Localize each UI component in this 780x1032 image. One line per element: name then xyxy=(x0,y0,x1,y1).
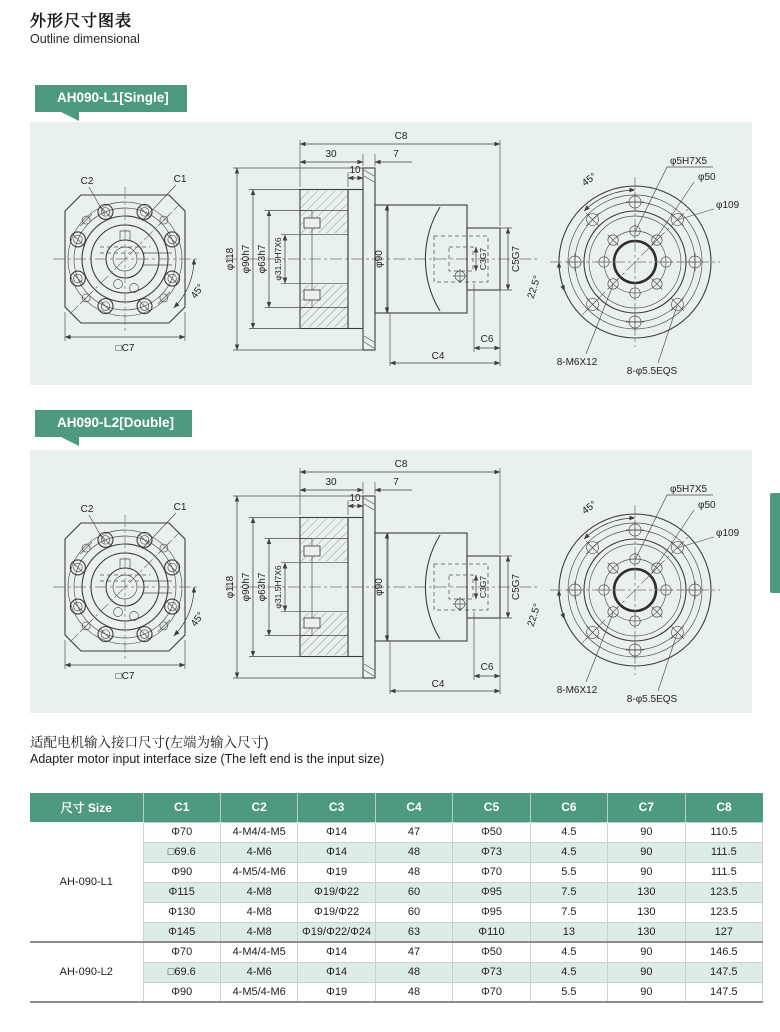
table-cell: Φ14 xyxy=(298,942,375,962)
table-cell: Φ73 xyxy=(453,842,530,862)
col-header-c3: C3 xyxy=(298,793,375,822)
table-cell: 4.5 xyxy=(530,942,607,962)
table-cell: Φ14 xyxy=(298,962,375,982)
table-cell: 90 xyxy=(608,862,685,882)
table-cell: Φ19/Φ22 xyxy=(298,902,375,922)
table-cell: 47 xyxy=(375,822,452,842)
table-cell: 90 xyxy=(608,842,685,862)
table-cell: 4.5 xyxy=(530,842,607,862)
page-title-zh: 外形尺寸图表 xyxy=(30,13,133,30)
table-cell: Φ70 xyxy=(453,982,530,1002)
drawing-panel-single xyxy=(30,122,752,385)
table-cell: 111.5 xyxy=(685,842,762,862)
table-cell: 7.5 xyxy=(530,902,607,922)
page-title-en: Outline dimensional xyxy=(30,32,140,46)
dimension-table-body xyxy=(30,822,763,1002)
table-cell: Φ19 xyxy=(298,862,375,882)
note-zh: 适配电机输入接口尺寸(左端为输入尺寸) xyxy=(30,735,269,750)
table-cell: 90 xyxy=(608,962,685,982)
table-cell: 147.5 xyxy=(685,982,762,1002)
table-cell: 48 xyxy=(375,842,452,862)
header-row xyxy=(30,793,763,822)
table-cell: 63 xyxy=(375,922,452,942)
group-label: AH-090-L1 xyxy=(30,822,143,942)
table-cell: Φ70 xyxy=(453,862,530,882)
col-header-c4: C4 xyxy=(375,793,452,822)
dimension-table-head xyxy=(30,793,763,822)
drawing-svg-single xyxy=(30,122,752,385)
table-cell: 90 xyxy=(608,942,685,962)
table-cell: 130 xyxy=(608,922,685,942)
table-cell: □69.6 xyxy=(143,962,220,982)
table-cell: 47 xyxy=(375,942,452,962)
col-header-c7: C7 xyxy=(608,793,685,822)
table-cell: 4-M4/4-M5 xyxy=(220,942,297,962)
table-cell: Φ70 xyxy=(143,822,220,842)
table-cell: 5.5 xyxy=(530,862,607,882)
table-cell: 111.5 xyxy=(685,862,762,882)
table-cell: 4.5 xyxy=(530,822,607,842)
table-cell: 4-M8 xyxy=(220,922,297,942)
table-cell: Φ90 xyxy=(143,982,220,1002)
table-cell: 123.5 xyxy=(685,882,762,902)
page-edge-tab xyxy=(770,493,780,593)
table-cell: Φ95 xyxy=(453,902,530,922)
dimension-table xyxy=(30,793,763,1003)
table-cell: 4.5 xyxy=(530,962,607,982)
table-cell: 4-M4/4-M5 xyxy=(220,822,297,842)
table-cell: 4-M5/4-M6 xyxy=(220,982,297,1002)
table-cell: Φ145 xyxy=(143,922,220,942)
table-cell: □69.6 xyxy=(143,842,220,862)
table-row xyxy=(30,942,763,962)
table-row xyxy=(30,822,763,842)
table-cell: Φ19/Φ22/Φ24 xyxy=(298,922,375,942)
col-header-c6: C6 xyxy=(530,793,607,822)
table-cell: 7.5 xyxy=(530,882,607,902)
table-cell: 4-M5/4-M6 xyxy=(220,862,297,882)
table-cell: 147.5 xyxy=(685,962,762,982)
table-cell: 130 xyxy=(608,902,685,922)
table-cell: 130 xyxy=(608,882,685,902)
table-cell: 123.5 xyxy=(685,902,762,922)
table-cell: 60 xyxy=(375,882,452,902)
section-badge-double: AH090-L2[Double] xyxy=(35,410,192,437)
table-cell: Φ95 xyxy=(453,882,530,902)
table-cell: Φ115 xyxy=(143,882,220,902)
table-cell: Φ19 xyxy=(298,982,375,1002)
table-cell: Φ14 xyxy=(298,842,375,862)
table-cell: 13 xyxy=(530,922,607,942)
section-badge-single: AH090-L1[Single] xyxy=(35,85,187,112)
col-header-c8: C8 xyxy=(685,793,762,822)
table-cell: 146.5 xyxy=(685,942,762,962)
table-cell: 60 xyxy=(375,902,452,922)
col-header-c2: C2 xyxy=(220,793,297,822)
note-en: Adapter motor input interface size (The left end is the input size) xyxy=(30,752,385,766)
table-cell: Φ14 xyxy=(298,822,375,842)
table-cell: 4-M6 xyxy=(220,962,297,982)
table-cell: 48 xyxy=(375,982,452,1002)
table-cell: Φ50 xyxy=(453,822,530,842)
table-cell: 4-M8 xyxy=(220,882,297,902)
table-cell: Φ90 xyxy=(143,862,220,882)
table-cell: 48 xyxy=(375,862,452,882)
table-cell: Φ110 xyxy=(453,922,530,942)
table-cell: 127 xyxy=(685,922,762,942)
col-header-c5: C5 xyxy=(453,793,530,822)
table-cell: Φ70 xyxy=(143,942,220,962)
table-cell: 90 xyxy=(608,822,685,842)
table-cell: Φ130 xyxy=(143,902,220,922)
table-cell: 5.5 xyxy=(530,982,607,1002)
table-cell: 4-M8 xyxy=(220,902,297,922)
col-header-c1: C1 xyxy=(143,793,220,822)
col-header-size: 尺寸 Size xyxy=(30,793,143,822)
table-cell: 48 xyxy=(375,962,452,982)
table-cell: Φ73 xyxy=(453,962,530,982)
table-cell: 90 xyxy=(608,982,685,1002)
table-cell: Φ50 xyxy=(453,942,530,962)
drawing-svg-double xyxy=(30,450,752,713)
table-cell: 4-M6 xyxy=(220,842,297,862)
table-cell: 110.5 xyxy=(685,822,762,842)
group-label: AH-090-L2 xyxy=(30,942,143,1002)
table-cell: Φ19/Φ22 xyxy=(298,882,375,902)
drawing-panel-double xyxy=(30,450,752,713)
